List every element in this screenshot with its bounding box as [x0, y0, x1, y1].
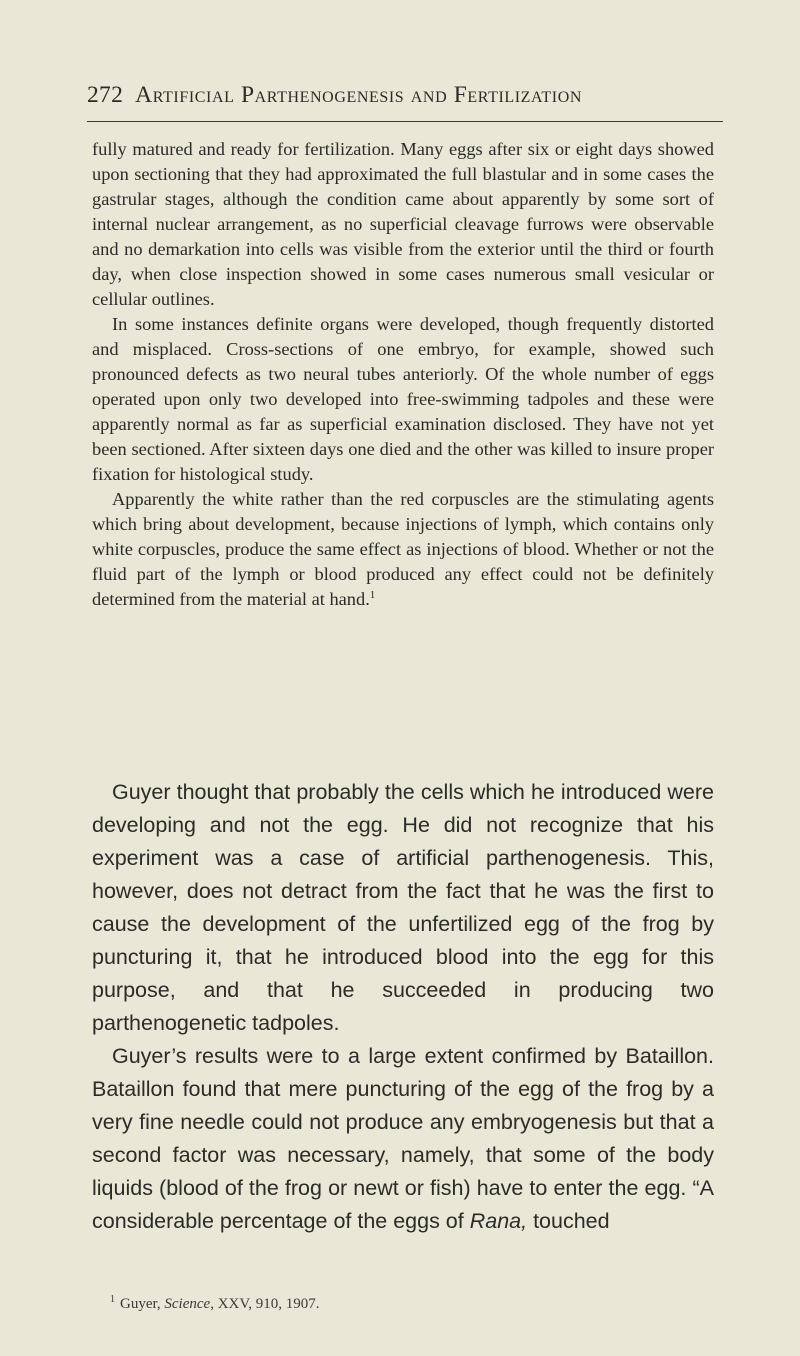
footnote-citation: , XXV, 910, 1907. [210, 1296, 320, 1312]
paragraph-5-start: Guyer’s results were to a large extent confirmed by Bataillon. Bataillon found that mere puncturing of the egg of the frog by a very fine needle could not produce any embryogenesis but that a second factor was necessary, namely, that some of the body liquids (blood of the frog or newt or fish) have to enter the egg. “A considerable percentage of the eggs of [92, 1044, 714, 1233]
paragraph-5-italic: Rana, [469, 1209, 528, 1233]
running-title: Artificial Parthenogenesis and Fertilization [135, 82, 583, 108]
paragraph-3-text: Apparently the white rather than the red corpuscles are the stimulating agents which bring about development, because injections of lymph, which contains only white corpuscles, produce the same effect as injections of blood. Whether or not the fluid part of the lymph or blood produced any effect could not be definitely determined from the material at hand. [92, 489, 714, 609]
header-rule [87, 121, 723, 122]
paragraph-4: Guyer thought that probably the cells which he introduced were developing and not the egg. He did not recognize that his experiment was a case of artificial parthenogenesis. This, however, does not detract from the fact that he was the first to cause the development of the unfertilized egg of the frog by puncturing it, that he introduced blood into the egg for this purpose, and that he succeeded in producing two parthenogenetic tadpoles. [92, 780, 714, 1035]
footnote-journal: Science [164, 1296, 211, 1312]
footnote-author: Guyer, [120, 1296, 165, 1312]
page-header [87, 82, 727, 109]
body-text-large [92, 776, 714, 1238]
paragraph-1: fully matured and ready for fertilization. Many eggs after six or eight days showed upon sectioning that they had approximated the full blastular and in some cases the gastrular stages, although the condition came about apparently by some sort of internal nuclear arrangement, as no superficial cleavage furrows were observable and no demarkation into cells was visible from the exterior until the third or fourth day, when close inspection showed in some cases numerous small vesicular or cellular outlines. [92, 139, 714, 309]
page-number: 272 [87, 82, 124, 108]
footnote [110, 1291, 710, 1313]
footnote-marker: 1 [110, 1294, 115, 1305]
paragraph-3 [92, 487, 714, 612]
paragraph-2: In some instances definite organs were developed, though frequently distorted and misplaced. Cross-sections of one embryo, for example, showed such pronounced defects as two neural tubes anteriorly. Of the whole number of eggs operated upon only two developed into free-swimming tadpoles and these were apparently normal as far as superficial examination disclosed. They have not yet been sectioned. After sixteen days one died and the other was killed to insure proper fixation for histological study. [92, 314, 714, 484]
paragraph-5-end: touched [527, 1209, 610, 1233]
footnote-reference: 1 [369, 588, 376, 601]
body-text-small [92, 137, 714, 612]
paragraph-5 [92, 1040, 714, 1238]
